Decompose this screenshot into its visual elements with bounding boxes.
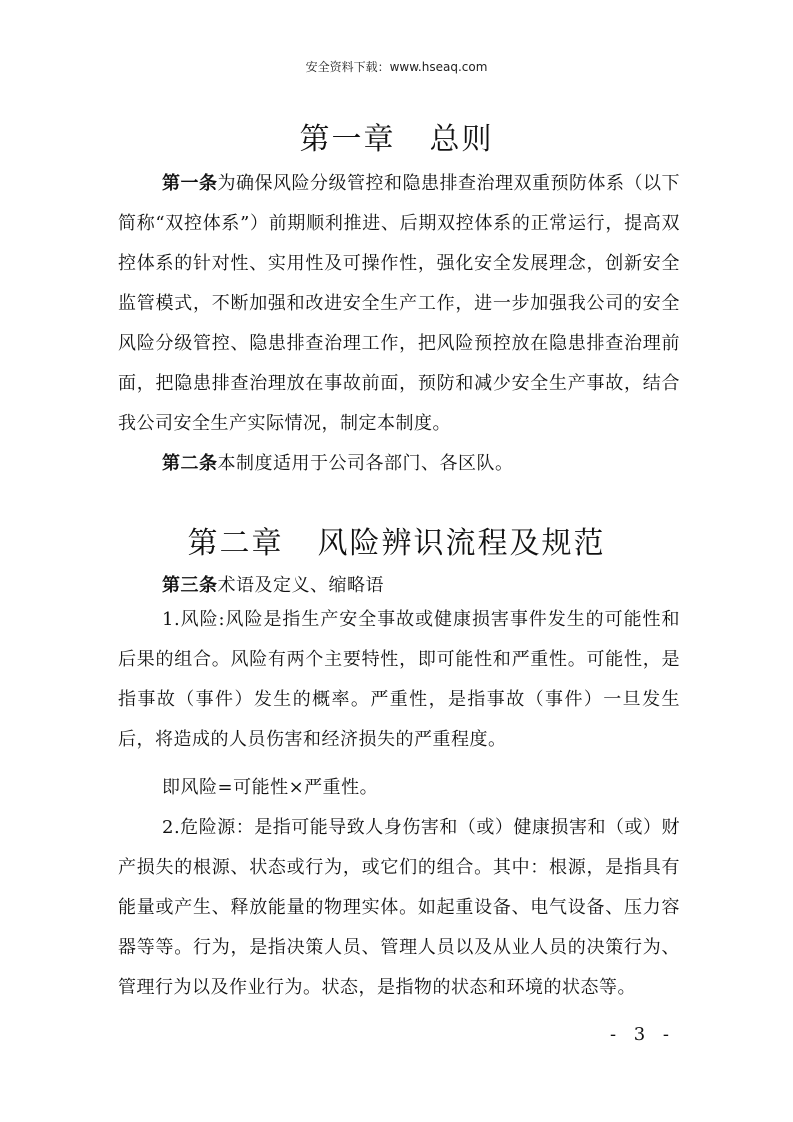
- article-2: [118, 444, 680, 484]
- article-1-text: 为确保风险分级管控和隐患排查治理双重预防体系（以下简称“双控体系”）前期顺利推进、后期双控体系的正常运行，提高双控体系的针对性、实用性及可操作性，强化安全发展理念，创新安全监管模式，不断加强和改进安全生产工作，进一步加强我公司的安全风险分级管控、隐患排查治理工作，把风险预控放在隐患排查治理前面，把隐患排查治理放在事故前面，预防和减少安全生产事故，结合我公司安全生产实际情况，制定本制度。: [118, 173, 680, 434]
- chapter2-title-main: 风险辨识流程及规范: [317, 526, 606, 561]
- chapter1-title-prefix: 第一章: [299, 122, 396, 157]
- hazard-definition: 2.危险源：是指可能导致人身伤害和（或）健康损害和（或）财产损失的根源、状态或行为，或它们的组合。其中：根源，是指具有能量或产生、释放能量的物理实体。如起重设备、电气设备、压力容器等等。行为，是指决策人员、管理人员以及从业人员的决策行为、管理行为以及作业行为。状态，是指物的状态和环境的状态等。: [118, 817, 680, 998]
- page-number: - 3 -: [609, 1024, 675, 1045]
- risk-definition: 1.风险:风险是指生产安全事故或健康损害事件发生的可能性和后果的组合。风险有两个主要特性，即可能性和严重性。可能性，是指事故（事件）发生的概率。严重性，是指事故（事件）一旦发生后，将造成的人员伤害和经济损失的严重程度。: [118, 609, 680, 750]
- page-header: 安全资料下载：www.hseaq.com: [305, 60, 488, 74]
- article-3-label: 第三条: [162, 575, 218, 596]
- risk-formula: 即风险=可能性×严重性。: [162, 777, 379, 798]
- article-3-text: 术语及定义、缩略语: [217, 575, 384, 596]
- chapter2-title-prefix: 第二章: [187, 526, 284, 561]
- chapter1-title-main: 总则: [429, 122, 494, 157]
- article-1-label: 第一条: [162, 173, 218, 194]
- article-2-label: 第二条: [162, 453, 218, 474]
- article-3: [118, 568, 680, 604]
- article-2-text: 本制度适用于公司各部门、各区队。: [217, 453, 514, 474]
- chapter2-title: [0, 518, 793, 562]
- article-1: [118, 164, 680, 444]
- chapter1-title: [0, 114, 793, 158]
